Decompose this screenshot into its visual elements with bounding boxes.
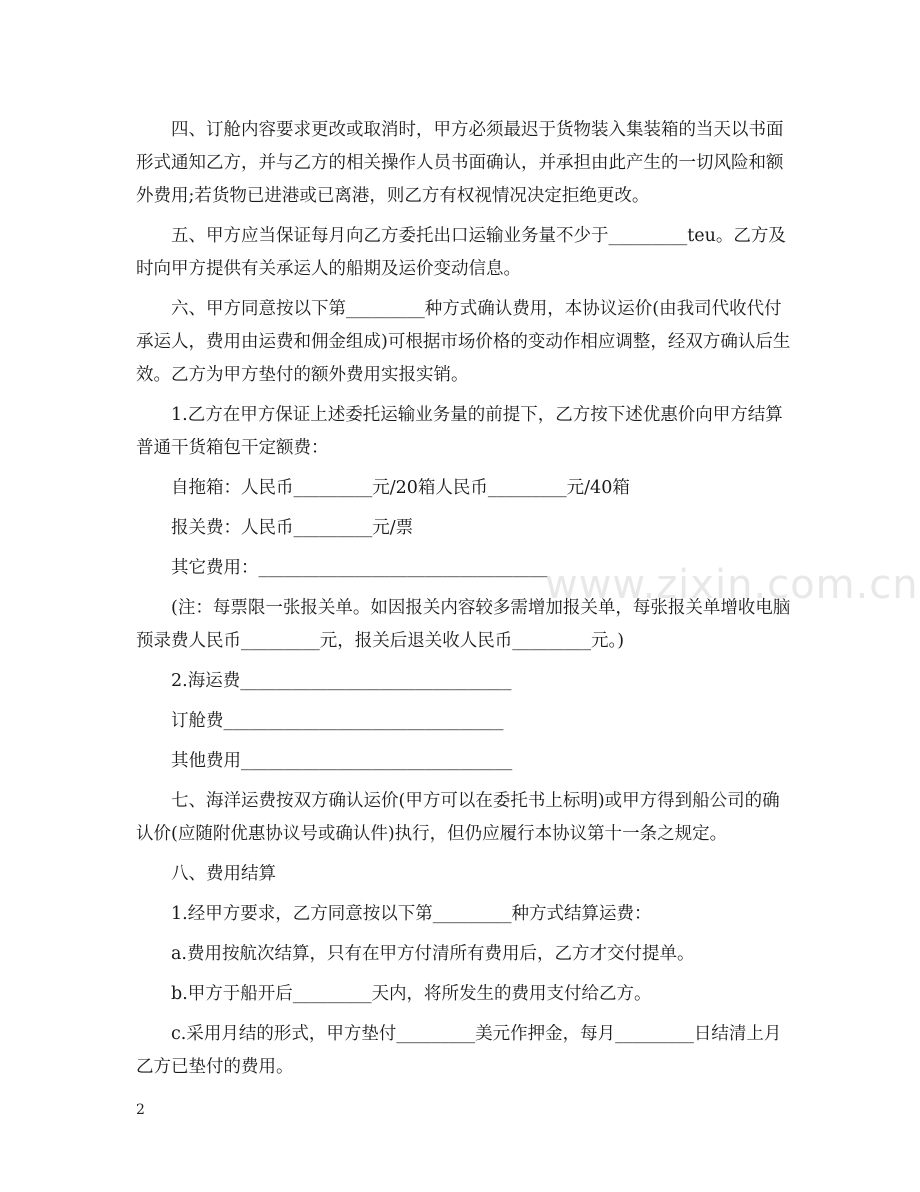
clause-8-heading: 八、费用结算 xyxy=(171,864,276,884)
clause-6: 六、甲方同意按以下第_________种方式确认费用，本协议运价(由我司代收代付承运人，费用由运费和佣金组成)可根据市场价格的变动作相应调整，经双方确认后生效。乙方为甲方垫付的额外费用实报实销。 xyxy=(136,299,791,385)
clause-8-option-c: c.采用月结的形式，甲方垫付_________美元作押金，每月_________日结清上月乙方已垫付的费用。 xyxy=(136,1024,782,1077)
clause-7: 七、海洋运费按双方确认运价(甲方可以在委托书上标明)或甲方得到船公司的确认价(应随附优惠协议号或确认件)执行，但仍应履行本协议第十一条之规定。 xyxy=(136,791,780,844)
clause-4: 四、订舱内容要求更改或取消时，甲方必须最迟于货物装入集装箱的当天以书面形式通知乙方，并与乙方的相关操作人员书面确认，并承担由此产生的一切风险和额外费用;若货物已进港或已离港，则乙方有权视情况决定拒绝更改。 xyxy=(136,120,784,206)
fee-misc: 其他费用_______________________________ xyxy=(171,751,513,771)
clause-8-option-a: a.费用按航次结算，只有在甲方付清所有费用后，乙方才交付提单。 xyxy=(171,944,695,964)
fee-self-tow: 自拖箱：人民币_________元/20箱人民币_________元/40箱 xyxy=(171,478,630,498)
clause-8-option-b: b.甲方于船开后_________天内，将所发生的费用支付给乙方。 xyxy=(171,984,652,1004)
watermark: www.zixin.com.cn xyxy=(545,562,919,608)
fee-ocean-freight: 2.海运费_______________________________ xyxy=(171,671,512,691)
fee-customs: 报关费：人民币_________元/票 xyxy=(171,518,414,538)
fee-booking: 订舱费________________________________ xyxy=(171,711,504,731)
fee-note: (注：每票限一张报关单。如因报关内容较多需增加报关单，每张报关单增收电脑预录费人民币_________元，报关后退关收人民币_________元。) xyxy=(136,598,791,651)
fee-other: 其它费用：_________________________________ xyxy=(171,558,548,578)
page-number: 2 xyxy=(136,1102,145,1118)
clause-8-item-1: 1.经甲方要求，乙方同意按以下第_________种方式结算运费： xyxy=(171,904,652,924)
document-body xyxy=(136,114,796,1091)
clause-6-item-1: 1.乙方在甲方保证上述委托运输业务量的前提下，乙方按下述优惠价向甲方结算普通干货箱包干定额费： xyxy=(136,405,783,458)
clause-5: 五、甲方应当保证每月向乙方委托出口运输业务量不少于_________teu。乙方及时向甲方提供有关承运人的船期及运价变动信息。 xyxy=(136,226,786,279)
